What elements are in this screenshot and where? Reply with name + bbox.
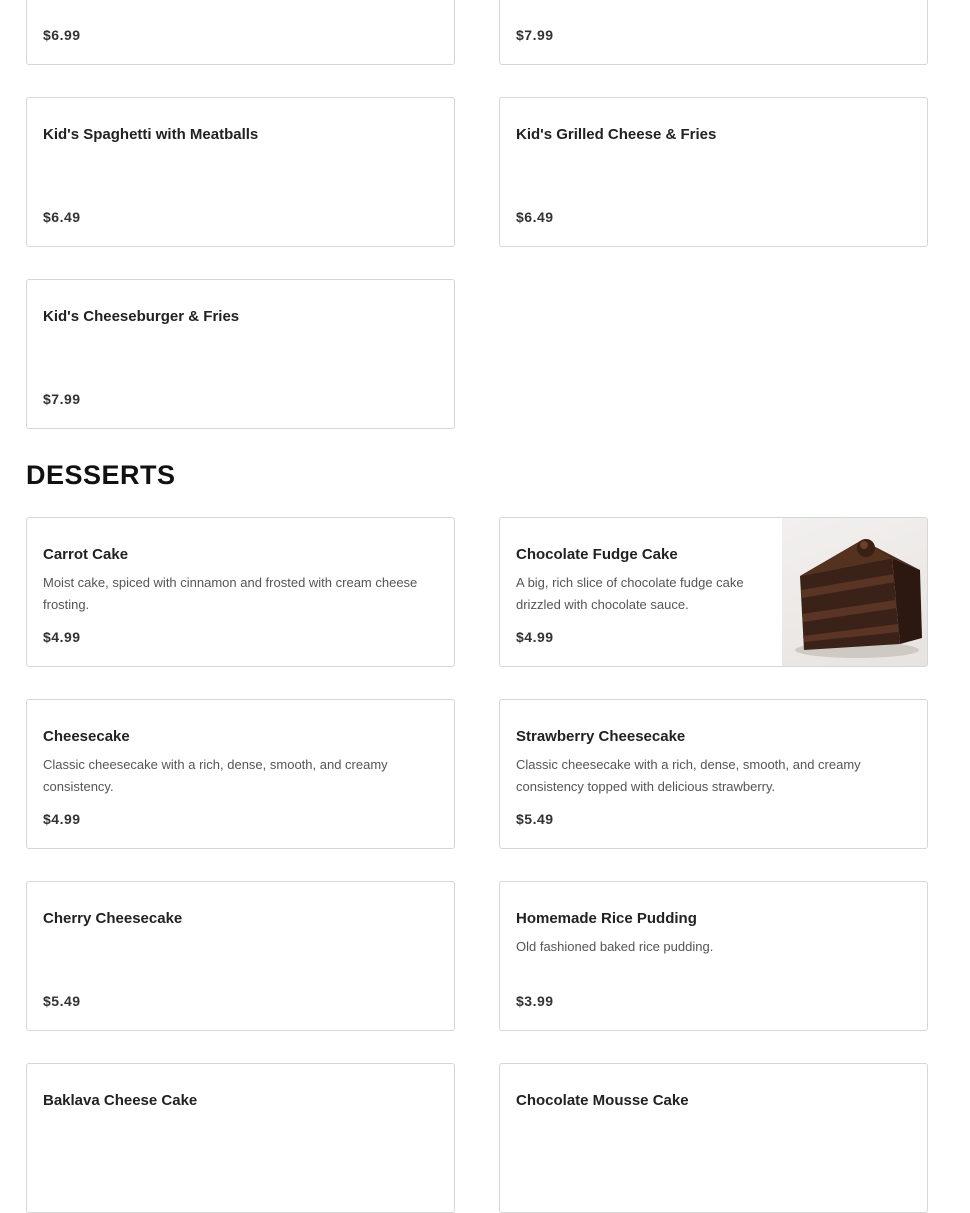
item-description: Classic cheesecake with a rich, dense, smooth, and creamy consistency.: [43, 757, 388, 794]
menu-item-card[interactable]: [26, 97, 455, 247]
menu-item-card[interactable]: [499, 1063, 928, 1213]
menu-item-card[interactable]: [26, 0, 455, 65]
item-price: $4.99: [43, 811, 81, 827]
item-name: Cherry Cheesecake: [43, 910, 183, 927]
item-name: Kid's Cheeseburger & Fries: [43, 308, 240, 325]
item-price: $6.49: [43, 209, 81, 225]
item-name: Carrot Cake: [43, 546, 129, 563]
item-price: $6.49: [516, 209, 554, 225]
menu-item-card[interactable]: [499, 517, 928, 667]
item-name: Chocolate Mousse Cake: [516, 1092, 689, 1109]
menu-item-card[interactable]: [26, 881, 455, 1031]
item-description: A big, rich slice of chocolate fudge cake drizzled with chocolate sauce.: [516, 575, 744, 612]
item-description: Classic cheesecake with a rich, dense, smooth, and creamy consistency topped with delicious strawberry.: [516, 757, 861, 794]
item-price: $7.99: [43, 391, 81, 407]
menu-item-card[interactable]: [499, 699, 928, 849]
item-name: Strawberry Cheesecake: [516, 728, 686, 745]
menu-item-card[interactable]: [26, 699, 455, 849]
menu-item-card[interactable]: [499, 97, 928, 247]
menu-item-card[interactable]: [26, 1063, 455, 1213]
cake-slice-illustration: [782, 518, 927, 666]
item-price: $5.49: [43, 993, 81, 1009]
item-name: Cheesecake: [43, 728, 130, 745]
item-name: Homemade Rice Pudding: [516, 910, 697, 927]
section-title-desserts: DESSERTS: [26, 460, 176, 490]
item-name: Kid's Spaghetti with Meatballs: [43, 126, 259, 143]
item-price: $6.99: [43, 27, 81, 43]
item-price: $5.49: [516, 811, 554, 827]
item-name: Chocolate Fudge Cake: [516, 546, 678, 563]
item-price: $3.99: [516, 993, 554, 1009]
item-price: $4.99: [516, 629, 554, 645]
item-price: $4.99: [43, 629, 81, 645]
menu-item-card[interactable]: [26, 517, 455, 667]
chocolate-cake-photo: [782, 518, 927, 666]
item-description: Moist cake, spiced with cinnamon and frosted with cream cheese frosting.: [43, 575, 418, 612]
item-description: Old fashioned baked rice pudding.: [516, 939, 714, 954]
menu-item-card[interactable]: [26, 279, 455, 429]
item-name: Baklava Cheese Cake: [43, 1092, 198, 1109]
item-price: $7.99: [516, 27, 554, 43]
menu-item-card[interactable]: [499, 881, 928, 1031]
item-name: Kid's Grilled Cheese & Fries: [516, 126, 717, 143]
menu-item-card[interactable]: [499, 0, 928, 65]
cake-decoration-highlight: [860, 541, 868, 549]
